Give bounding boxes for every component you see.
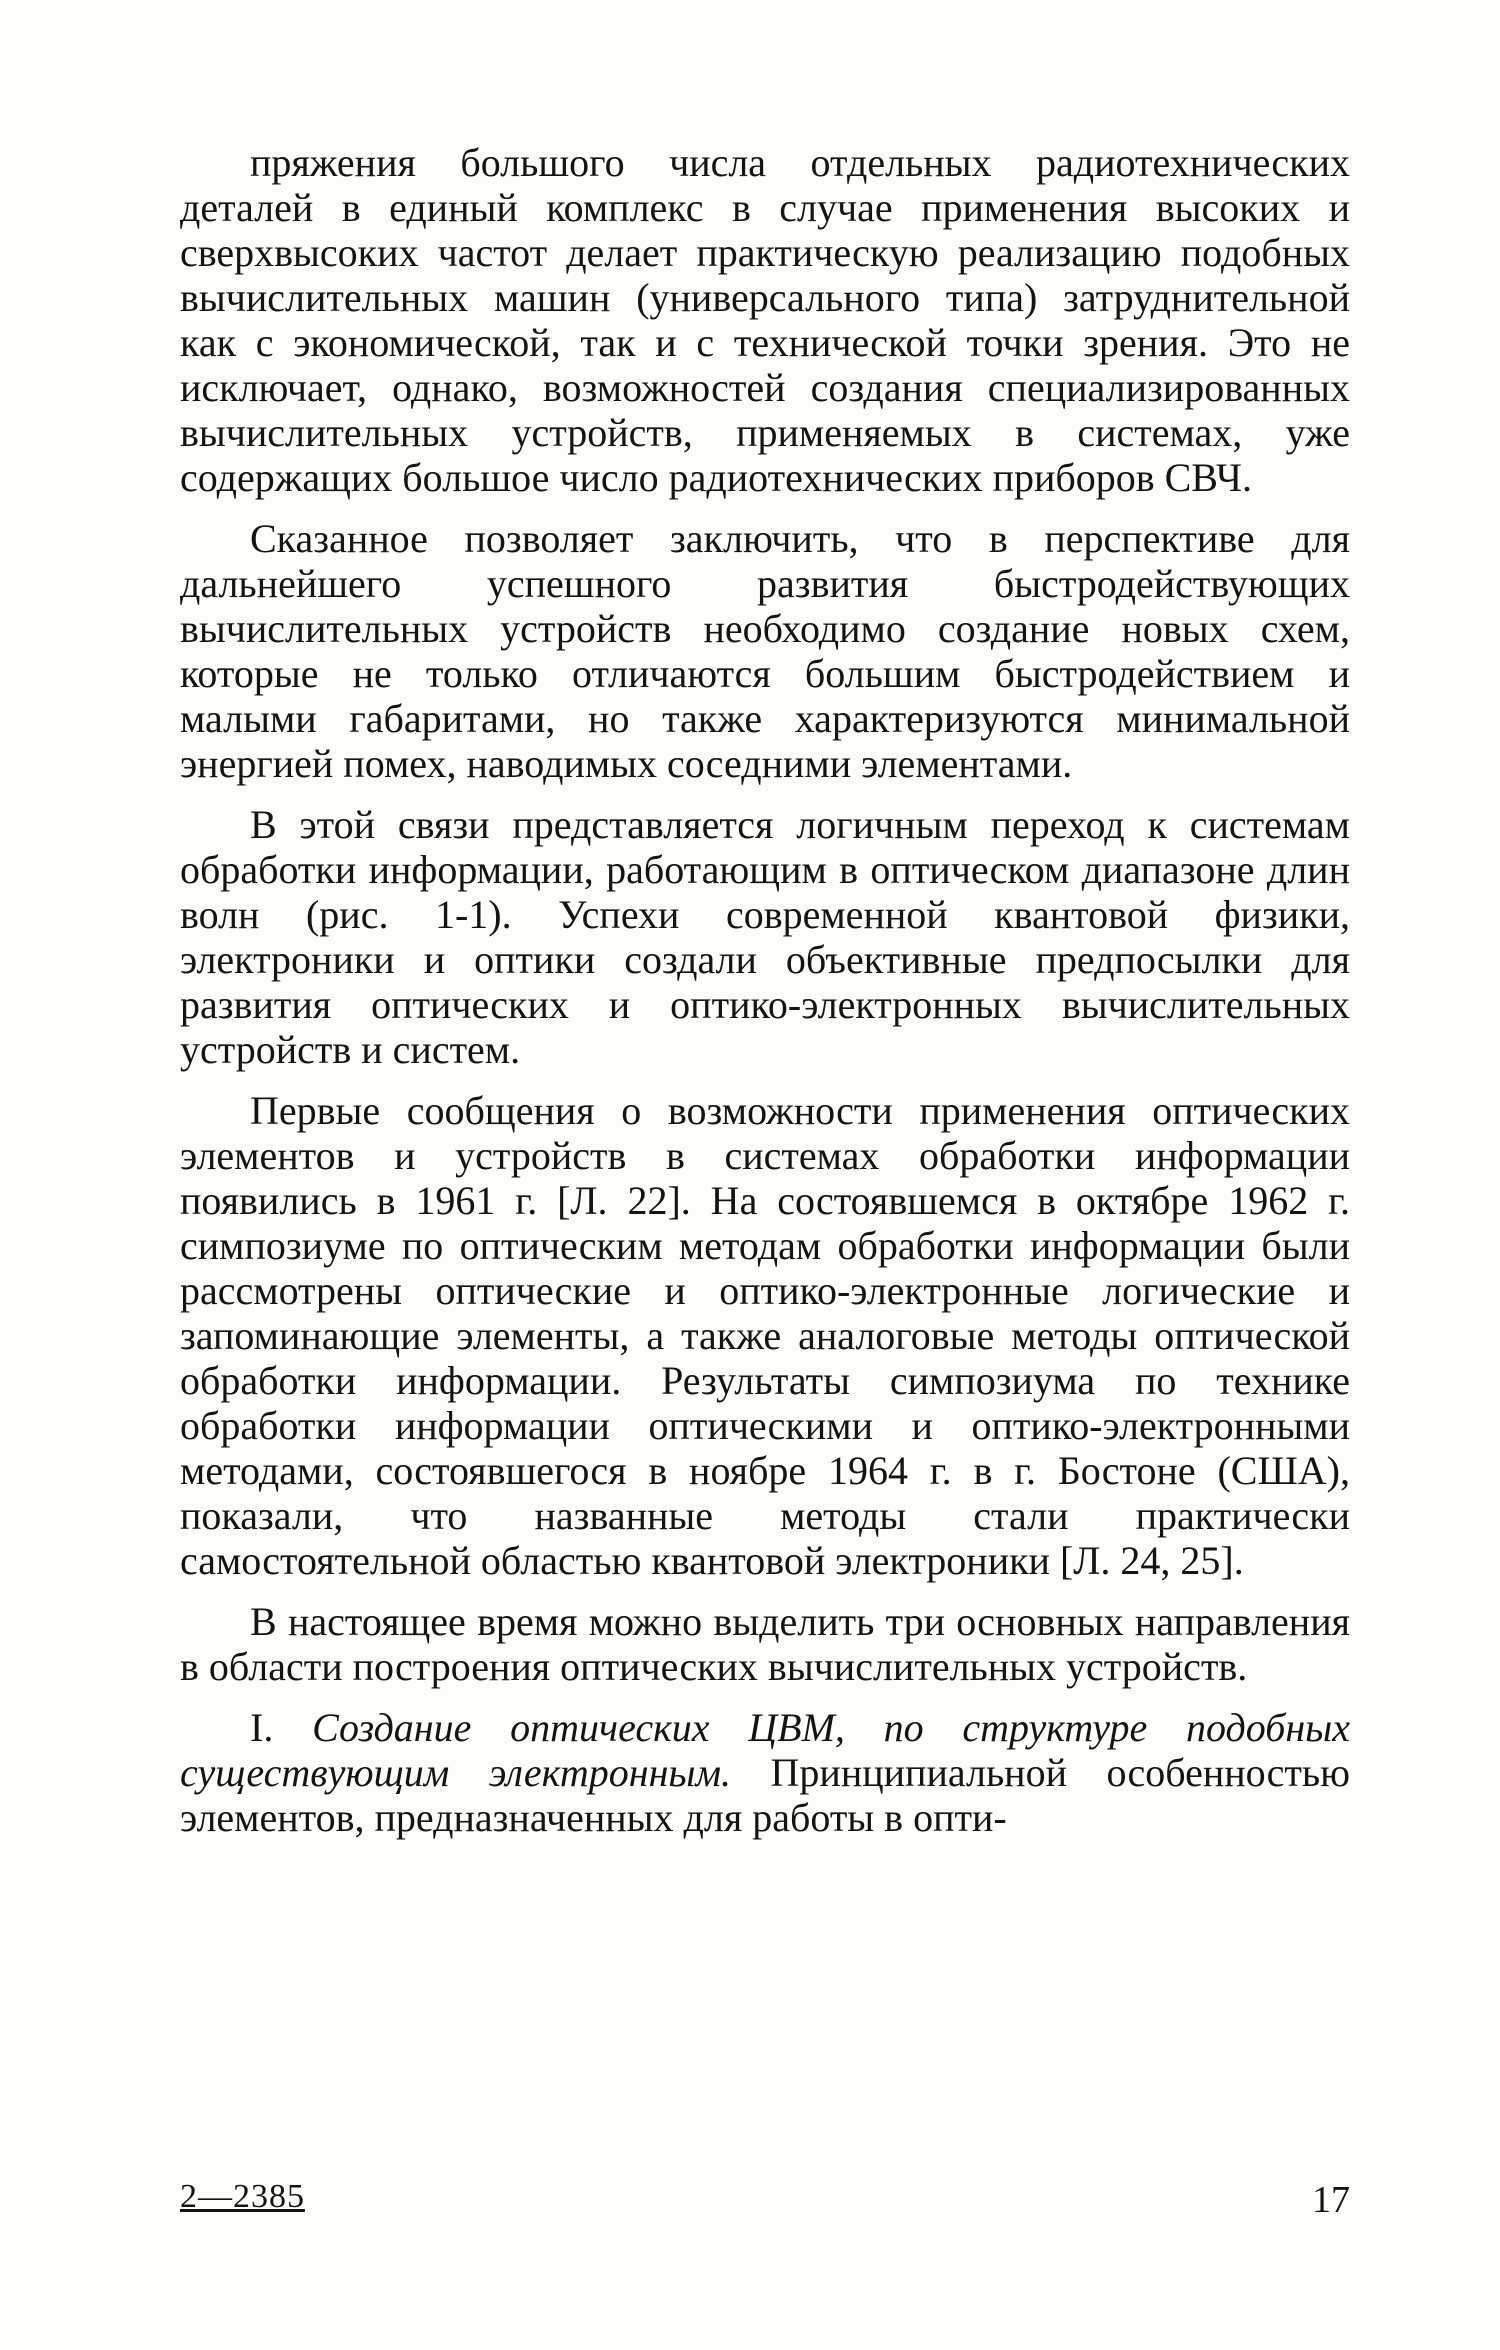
body-text [180, 140, 1350, 1840]
paragraph-2: Сказанное позволяет заключить, что в перспективе для дальнейшего успешного развития быстродействующих вычислительных устройств необходимо создание новых схем, которые не только отличаются большим быстродействием и малыми габаритами, но также характеризуются минимальной энергией помех, наводимых соседними элементами. [180, 516, 1350, 786]
paragraph-6-prefix: I. [250, 1705, 313, 1750]
paragraph-6-rest: Принципиальной особенностью элементов, предназначенных для работы в опти- [180, 1750, 1350, 1840]
paragraph-6 [180, 1705, 1350, 1840]
paragraph-4: Первые сообщения о возможности применения оптических элементов и устройств в системах обработки информации появились в 1961 г. [Л. 22]. На состоявшемся в октябре 1962 г. симпозиуме по оптическим методам обработки информации были рассмотрены оптические и оптико-электронные логические и запоминающие элементы, а также аналоговые методы оптической обработки информации. Результаты симпозиума по технике обработки информации оптическими и оптико-электронными методами, состоявшегося в ноябре 1964 г. в г. Бостоне (США), показали, что названные методы стали практически самостоятельной областью квантовой электроники [Л. 24, 25]. [180, 1088, 1350, 1583]
page-footer [180, 2178, 1350, 2228]
page-number: 17 [1312, 2179, 1350, 2221]
paragraph-5: В настоящее время можно выделить три основных направления в области построения оптических вычислительных устройств. [180, 1599, 1350, 1689]
printer-signature: 2—2385 [180, 2178, 305, 2215]
paragraph-1: пряжения большого числа отдельных радиотехнических деталей в единый комплекс в случае применения высоких и сверхвысоких частот делает практическую реализацию подобных вычислительных машин (универсального типа) затруднительной как с экономической, так и с технической точки зрения. Это не исключает, однако, возможностей создания специализированных вычислительных устройств, применяемых в системах, уже содержащих большое число радиотехнических приборов СВЧ. [180, 140, 1350, 500]
paragraph-3: В этой связи представляется логичным переход к системам обработки информации, работающим в оптическом диапазоне длин волн (рис. 1-1). Успехи современной квантовой физики, электроники и оптики создали объективные предпосылки для развития оптических и оптико-электронных вычислительных устройств и систем. [180, 802, 1350, 1072]
paragraph-6-italic-heading: Создание оптических ЦВМ, по структуре подобных существующим электронным. [180, 1705, 1351, 1795]
